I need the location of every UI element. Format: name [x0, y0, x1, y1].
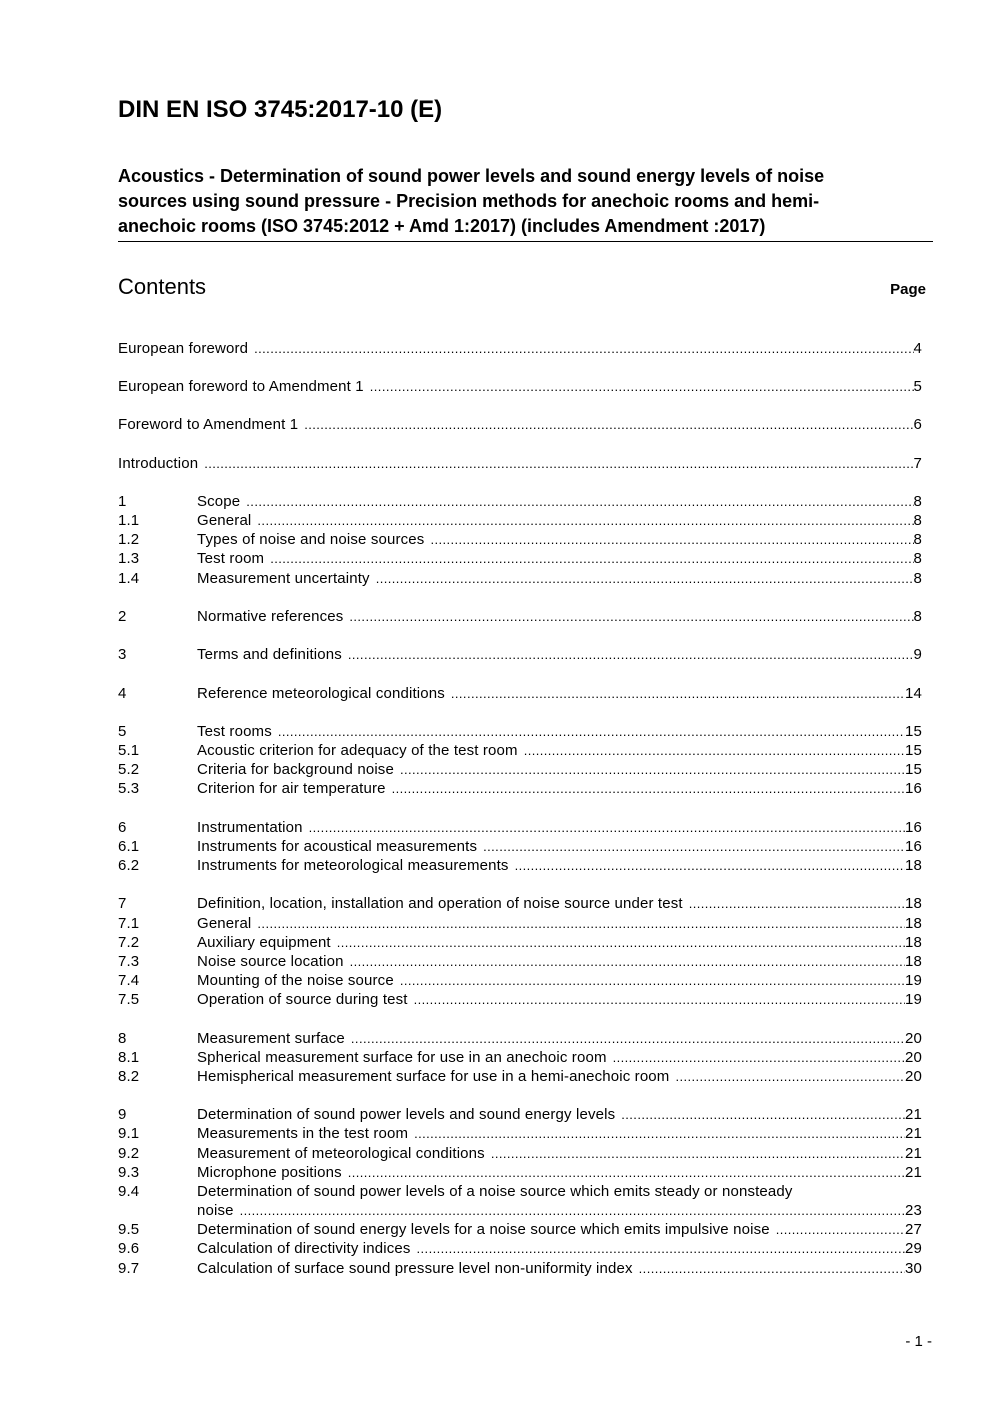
- toc-entry-number: 3: [118, 646, 127, 663]
- toc-entry-number: 7.4: [118, 972, 140, 989]
- toc-entry-number: 8: [118, 1030, 127, 1047]
- toc-entry-number: 7.2: [118, 934, 140, 951]
- toc-entry[interactable]: [118, 893, 922, 913]
- toc-entry-number: 4: [118, 685, 127, 702]
- toc-entry-page: 14: [905, 685, 922, 702]
- toc-entry[interactable]: [118, 989, 922, 1009]
- toc-entry-title: Definition, location, installation and operation of noise source under test: [197, 895, 683, 912]
- toc-entry-page: 27: [905, 1221, 922, 1238]
- toc-leader-dots: [350, 953, 905, 971]
- toc-entry-page: 16: [905, 819, 922, 836]
- toc-entry-number: 6.2: [118, 857, 140, 874]
- toc-entry-title-continued: noise: [197, 1202, 234, 1219]
- toc-entry-title: Test rooms: [197, 723, 272, 740]
- toc-entry-page: 18: [905, 895, 922, 912]
- toc-entry[interactable]: [118, 644, 922, 664]
- toc-leader-dots: [257, 512, 913, 530]
- page-number: - 1 -: [905, 1333, 932, 1350]
- toc-entry-number: 7.3: [118, 953, 140, 970]
- toc-leader-dots: [376, 570, 914, 588]
- toc-entry-number: 1.2: [118, 531, 140, 548]
- toc-entry-page: 8: [913, 512, 922, 529]
- toc-entry-number: 9.3: [118, 1164, 140, 1181]
- contents-heading: Contents: [118, 274, 207, 299]
- toc-leader-dots: [417, 1240, 905, 1258]
- toc-entry-title: Acoustic criterion for adequacy of the test room: [197, 742, 518, 759]
- toc-entry-page: 8: [913, 550, 922, 567]
- toc-entry-page: 15: [905, 742, 922, 759]
- toc-entry-title: Introduction: [118, 455, 199, 472]
- toc-entry[interactable]: [118, 1238, 922, 1258]
- toc-entry-page: 16: [905, 838, 922, 855]
- toc-entry-number: 5.3: [118, 780, 140, 797]
- toc-entry-title: Instruments for meteorological measurements: [197, 857, 509, 874]
- toc-entry-title: Operation of source during test: [197, 991, 408, 1008]
- toc-entry-continuation[interactable]: [197, 1200, 922, 1220]
- toc-leader-dots: [689, 895, 905, 913]
- toc-entry-page: 6: [913, 416, 922, 433]
- toc-leader-dots: [414, 1125, 905, 1143]
- toc-entry[interactable]: [118, 932, 922, 952]
- toc-entry-title: Criteria for background noise: [197, 761, 394, 778]
- toc-entry-number: 5.1: [118, 742, 140, 759]
- toc-leader-dots: [337, 934, 905, 952]
- toc-entry-number: 7.1: [118, 915, 140, 932]
- toc-entry-page: 9: [913, 646, 922, 663]
- toc-entry-title: Calculation of surface sound pressure level non-uniformity index: [197, 1260, 633, 1277]
- toc-entry-page: 7: [913, 455, 922, 472]
- toc-leader-dots: [348, 1164, 905, 1182]
- toc-entry-page: 19: [905, 972, 922, 989]
- toc-entry-number: 5: [118, 723, 127, 740]
- toc-entry-title: Scope: [197, 493, 241, 510]
- toc-entry[interactable]: [118, 1162, 922, 1182]
- page-column-label: Page: [890, 281, 926, 298]
- toc-entry-page: 20: [905, 1049, 922, 1066]
- toc-entry-page: 21: [905, 1125, 922, 1142]
- toc-entry-page: 18: [905, 857, 922, 874]
- toc-leader-dots: [430, 531, 913, 549]
- toc-entry-page: 30: [905, 1260, 922, 1277]
- toc-leader-dots: [278, 723, 905, 741]
- toc-entry[interactable]: [118, 491, 922, 511]
- toc-leader-dots: [309, 819, 905, 837]
- toc-entry-title: Auxiliary equipment: [197, 934, 331, 951]
- toc-entry-title: Hemispherical measurement surface for use in a hemi-anechoic room: [197, 1068, 670, 1085]
- toc-entry-title: General: [197, 512, 252, 529]
- toc-entry-page: 8: [913, 608, 922, 625]
- toc-leader-dots: [491, 1145, 905, 1163]
- toc-entry-number: 8.1: [118, 1049, 140, 1066]
- toc-entry-title: Foreword to Amendment 1: [118, 416, 299, 433]
- toc-leader-dots: [257, 915, 905, 933]
- toc-entry[interactable]: [118, 855, 922, 875]
- document-title-line: anechoic rooms (ISO 3745:2012 + Amd 1:2017) (includes Amendment :2017): [118, 216, 766, 236]
- toc-leader-dots: [246, 493, 913, 511]
- toc-entry-title: Types of noise and noise sources: [197, 531, 425, 548]
- toc-entry-title: Mounting of the noise source: [197, 972, 394, 989]
- toc-entry[interactable]: [118, 529, 922, 549]
- toc-leader-dots: [675, 1068, 905, 1086]
- toc-entry-title: Microphone positions: [197, 1164, 342, 1181]
- toc-leader-dots: [270, 550, 913, 568]
- toc-entry-number: 2: [118, 608, 127, 625]
- toc-entry-page: 23: [905, 1202, 922, 1219]
- toc-entry-title: Measurement surface: [197, 1030, 345, 1047]
- toc-entry-number: 9: [118, 1106, 127, 1123]
- toc-entry[interactable]: [118, 951, 922, 971]
- toc-entry-page: 20: [905, 1068, 922, 1085]
- toc-entry-page: 18: [905, 915, 922, 932]
- toc-entry-page: 18: [905, 953, 922, 970]
- toc-entry-title: Instruments for acoustical measurements: [197, 838, 478, 855]
- toc-entry-title: Criterion for air temperature: [197, 780, 386, 797]
- toc-entry[interactable]: [118, 970, 922, 990]
- toc-entry[interactable]: [118, 836, 922, 856]
- toc-leader-dots: [351, 1030, 905, 1048]
- toc-entry-page: 21: [905, 1164, 922, 1181]
- toc-entry-page: 8: [913, 493, 922, 510]
- toc-entry-page: 21: [905, 1145, 922, 1162]
- toc-entry[interactable]: [118, 376, 922, 396]
- toc-entry-title: Test room: [197, 550, 265, 567]
- toc-leader-dots: [613, 1049, 905, 1067]
- toc-entry[interactable]: [118, 721, 922, 741]
- toc-entry-number: 9.6: [118, 1240, 140, 1257]
- toc-leader-dots: [400, 761, 905, 779]
- toc-entry-title: Determination of sound energy levels for a noise source which emits impulsive noise: [197, 1221, 770, 1238]
- toc-entry-page: 21: [905, 1106, 922, 1123]
- toc-entry[interactable]: [118, 778, 922, 798]
- toc-entry[interactable]: [118, 1104, 922, 1124]
- toc-leader-dots: [483, 838, 905, 856]
- toc-entry-number: 9.5: [118, 1221, 140, 1238]
- toc-entry-page: 16: [905, 780, 922, 797]
- toc-entry-number: 7: [118, 895, 127, 912]
- toc-entry-title: Measurements in the test room: [197, 1125, 409, 1142]
- toc-entry-page: 4: [913, 340, 922, 357]
- document-title-line: Acoustics - Determination of sound power levels and sound energy levels of noise: [118, 166, 825, 186]
- toc-leader-dots: [348, 646, 914, 664]
- toc-entry[interactable]: [118, 606, 922, 626]
- toc-leader-dots: [414, 991, 905, 1009]
- toc-leader-dots: [240, 1202, 905, 1220]
- toc-leader-dots: [776, 1221, 905, 1239]
- toc-entry-number: 1.4: [118, 570, 140, 587]
- toc-entry[interactable]: [118, 1047, 922, 1067]
- toc-entry-page: 29: [905, 1240, 922, 1257]
- toc-leader-dots: [370, 378, 914, 396]
- toc-entry-title: Reference meteorological conditions: [197, 685, 445, 702]
- toc-entry-title: Spherical measurement surface for use in an anechoic room: [197, 1049, 607, 1066]
- toc-entry[interactable]: [118, 1219, 922, 1239]
- toc-entry-title: Calculation of directivity indices: [197, 1240, 411, 1257]
- document-id: DIN EN ISO 3745:2017-10 (E): [118, 96, 443, 123]
- toc-entry-page: 15: [905, 761, 922, 778]
- toc-leader-dots: [400, 972, 905, 990]
- toc-entry-number: 5.2: [118, 761, 140, 778]
- toc-entry-page: 8: [913, 531, 922, 548]
- toc-entry-number: 1.3: [118, 550, 140, 567]
- toc-entry[interactable]: [118, 1066, 922, 1086]
- toc-entry[interactable]: [118, 683, 922, 703]
- toc-entry-title: Instrumentation: [197, 819, 303, 836]
- document-title: [118, 164, 933, 242]
- toc-entry-title: Normative references: [197, 608, 344, 625]
- toc-entry-page: 8: [913, 570, 922, 587]
- toc-entry-number: 6.1: [118, 838, 140, 855]
- toc-entry[interactable]: [118, 1258, 922, 1278]
- toc-entry-page: 20: [905, 1030, 922, 1047]
- toc-entry-title: Determination of sound power levels of a noise source which emits steady or nonsteady: [197, 1183, 793, 1200]
- toc-entry-title: Terms and definitions: [197, 646, 342, 663]
- document-title-line: sources using sound pressure - Precision methods for anechoic rooms and hemi-: [118, 191, 820, 211]
- toc-entry[interactable]: [118, 913, 922, 933]
- toc-entry[interactable]: [118, 1181, 922, 1201]
- toc-entry-number: 9.4: [118, 1183, 140, 1200]
- toc-entry[interactable]: [118, 740, 922, 760]
- toc-leader-dots: [304, 416, 913, 434]
- toc-leader-dots: [515, 857, 905, 875]
- toc-leader-dots: [524, 742, 905, 760]
- toc-entry-title: Determination of sound power levels and sound energy levels: [197, 1106, 616, 1123]
- toc-entry-number: 8.2: [118, 1068, 140, 1085]
- toc-entry[interactable]: [118, 817, 922, 837]
- toc-entry-page: 19: [905, 991, 922, 1008]
- toc-entry-number: 1.1: [118, 512, 140, 529]
- toc-entry-number: 7.5: [118, 991, 140, 1008]
- toc-entry[interactable]: [118, 414, 922, 434]
- toc-entry[interactable]: [118, 548, 922, 568]
- toc-entry[interactable]: [118, 759, 922, 779]
- toc-entry[interactable]: [118, 338, 922, 358]
- toc-entry[interactable]: [118, 510, 922, 530]
- toc-entry-title: European foreword: [118, 340, 249, 357]
- toc-entry-number: 9.1: [118, 1125, 140, 1142]
- toc-leader-dots: [254, 340, 913, 358]
- toc-entry-title: General: [197, 915, 252, 932]
- toc-entry[interactable]: [118, 1123, 922, 1143]
- toc-entry-title: Measurement uncertainty: [197, 570, 370, 587]
- toc-leader-dots: [204, 455, 913, 473]
- toc-leader-dots: [621, 1106, 905, 1124]
- toc-entry-title: European foreword to Amendment 1: [118, 378, 364, 395]
- toc-entry[interactable]: [118, 568, 922, 588]
- toc-entry[interactable]: [118, 1028, 922, 1048]
- toc-entry-page: 5: [913, 378, 922, 395]
- toc-entry-title: Noise source location: [197, 953, 344, 970]
- toc-entry-title: Measurement of meteorological conditions: [197, 1145, 485, 1162]
- toc-entry[interactable]: [118, 1143, 922, 1163]
- toc-leader-dots: [451, 685, 905, 703]
- toc-entry-page: 18: [905, 934, 922, 951]
- toc-entry-page: 15: [905, 723, 922, 740]
- toc-entry-number: 6: [118, 819, 127, 836]
- toc-entry-number: 1: [118, 493, 127, 510]
- toc-leader-dots: [639, 1260, 905, 1278]
- toc-leader-dots: [349, 608, 913, 626]
- toc-entry[interactable]: [118, 453, 922, 473]
- toc-leader-dots: [392, 780, 905, 798]
- toc-entry-number: 9.7: [118, 1260, 140, 1277]
- toc-entry-number: 9.2: [118, 1145, 140, 1162]
